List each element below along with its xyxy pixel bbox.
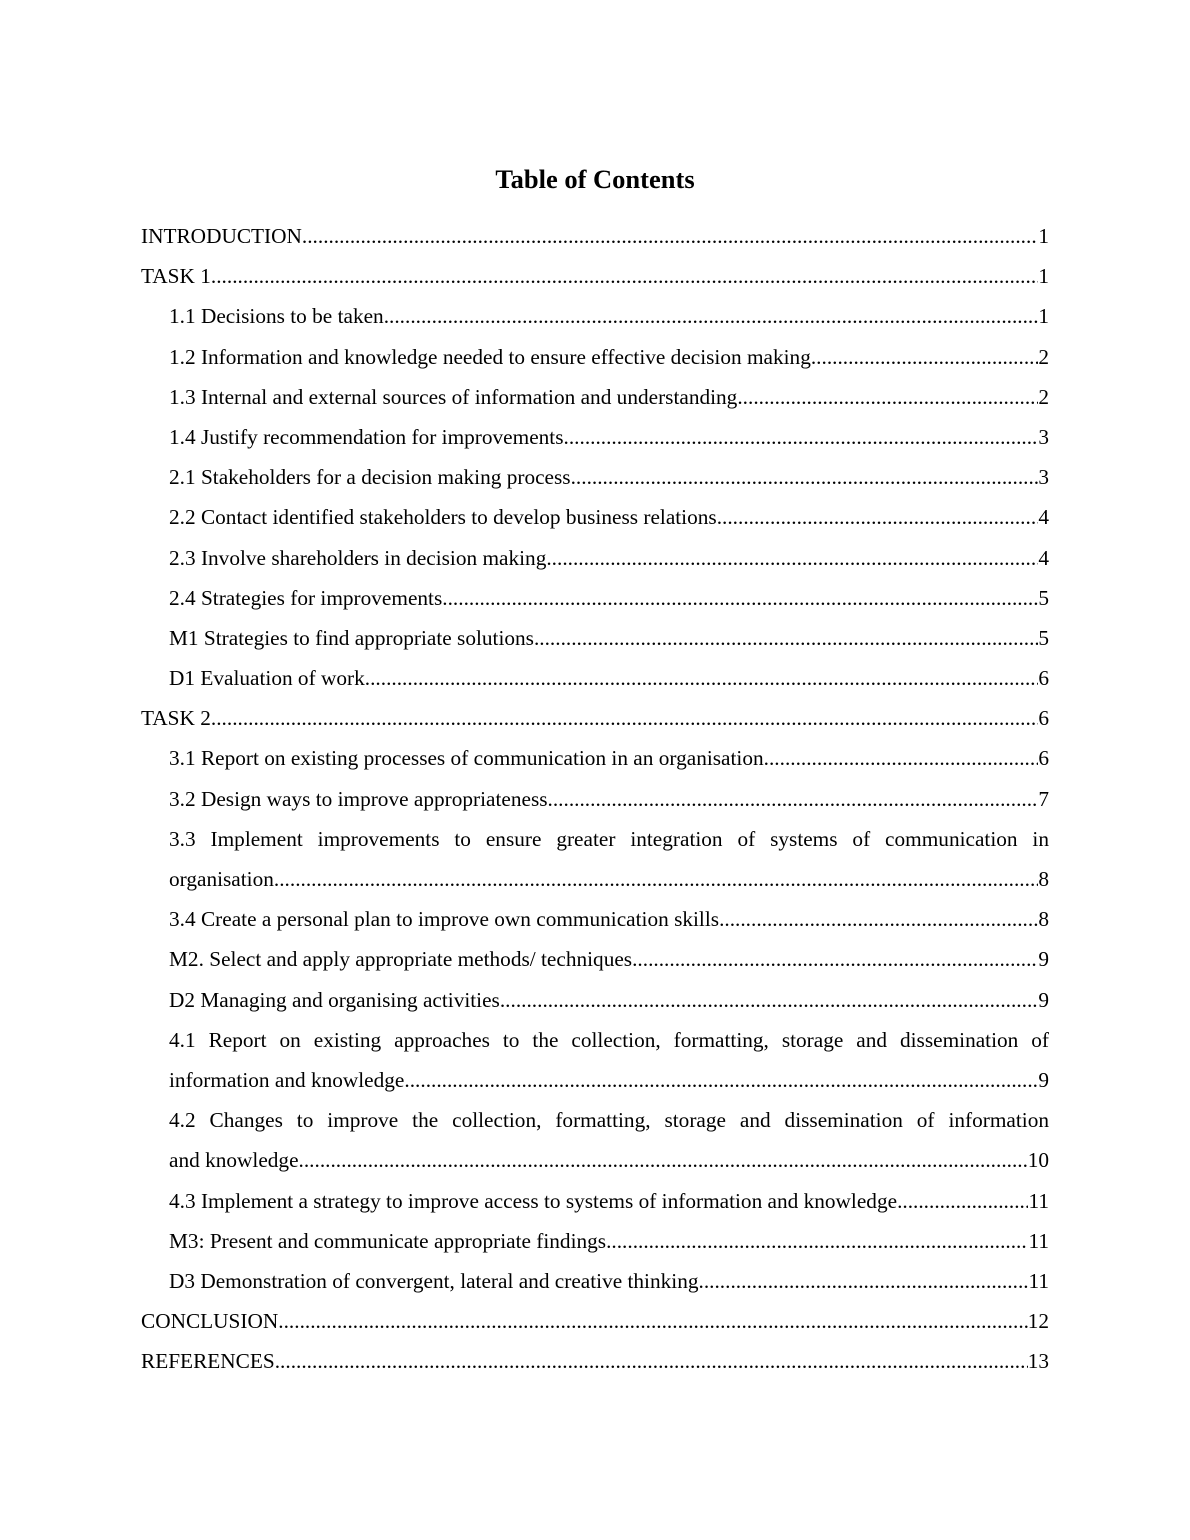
toc-entry-label: 3.2 Design ways to improve appropriateness (169, 786, 548, 811)
leader-dots (274, 859, 1038, 899)
toc-entry-2-2[interactable] (141, 497, 1049, 537)
toc-entry-2-3[interactable] (141, 538, 1049, 578)
toc-entry-label: 1.3 Internal and external sources of information and understanding (169, 384, 738, 409)
toc-entry-conclusion[interactable] (141, 1301, 1049, 1341)
leader-dots (548, 779, 1039, 819)
toc-entry-label: 3.1 Report on existing processes of communication in an organisation (169, 746, 764, 771)
toc-entry-label: TASK 2 (141, 706, 211, 731)
toc-page-number: 2 (1038, 344, 1049, 369)
leader-dots (717, 497, 1039, 537)
toc-page-number: 5 (1038, 625, 1049, 650)
toc-entry-label: and knowledge (169, 1148, 299, 1173)
toc-entry-m1[interactable] (141, 618, 1049, 658)
toc-page-number: 1 (1038, 304, 1049, 329)
leader-dots (302, 216, 1038, 256)
leader-dots (737, 377, 1038, 417)
leader-dots (404, 1060, 1038, 1100)
toc-entry-label: information and knowledge (169, 1067, 405, 1092)
leader-dots (500, 980, 1039, 1020)
toc-entry-line-1 (169, 1020, 1049, 1060)
toc-entry-label: 1.2 Information and knowledge needed to ensure effective decision making (169, 344, 811, 369)
toc-page-number: 9 (1038, 1067, 1049, 1092)
toc-page-number: 1 (1038, 224, 1049, 248)
toc-page-number: 13 (1027, 1349, 1049, 1374)
toc-entry-label: 3.4 Create a personal plan to improve own communication skills (169, 907, 720, 932)
toc-entry-1-2[interactable] (141, 337, 1049, 377)
toc-entry-label: 2.1 Stakeholders for a decision making process (169, 465, 571, 490)
toc-page-number: 11 (1028, 1188, 1049, 1213)
toc-entry-4-3[interactable] (141, 1181, 1049, 1221)
toc-entry-label: 2.2 Contact identified stakeholders to develop business relations (169, 505, 717, 530)
toc-entry-2-1[interactable] (141, 457, 1049, 497)
toc-entry-m2[interactable] (141, 939, 1049, 979)
toc-page-number: 5 (1038, 585, 1049, 610)
toc-page-number: 9 (1038, 947, 1049, 972)
toc-entry-2-4[interactable] (141, 578, 1049, 618)
toc-entry-label: organisation (169, 867, 274, 891)
toc-entry-line-1 (169, 1100, 1049, 1140)
toc-entry-label: 2.3 Involve shareholders in decision making (169, 545, 547, 570)
toc-page-number: 10 (1027, 1148, 1049, 1173)
toc-entry-m3[interactable] (141, 1221, 1049, 1261)
toc-page-number: 6 (1038, 746, 1049, 771)
toc-entry-label: M2. Select and apply appropriate methods/ techniques (169, 947, 633, 972)
toc-entry-task-1[interactable] (141, 256, 1049, 296)
leader-dots (546, 538, 1038, 578)
toc-entry-label: 1.1 Decisions to be taken (169, 304, 384, 329)
leader-dots (278, 1301, 1027, 1341)
toc-entry-line-2 (169, 859, 1049, 899)
toc-entry-label: TASK 1 (141, 264, 211, 289)
toc-entry-label: 2.4 Strategies for improvements (169, 585, 443, 610)
leader-dots (811, 337, 1038, 377)
toc-entry-d2[interactable] (141, 980, 1049, 1020)
toc-entry-task-2[interactable] (141, 698, 1049, 738)
toc-entry-label: CONCLUSION (141, 1309, 279, 1334)
toc-page-number: 8 (1038, 867, 1049, 891)
toc-page-number: 12 (1027, 1309, 1049, 1334)
toc-page-number: 7 (1038, 786, 1049, 811)
leader-dots (442, 578, 1038, 618)
toc-entry-d1[interactable] (141, 658, 1049, 698)
leader-dots (534, 618, 1038, 658)
toc-entry-label: REFERENCES (141, 1349, 275, 1374)
leader-dots (699, 1261, 1029, 1301)
leader-dots (384, 296, 1039, 336)
leader-dots (365, 658, 1039, 698)
toc-title: Table of Contents (495, 164, 695, 194)
toc-entry-1-1[interactable] (141, 296, 1049, 336)
toc-entry-line-2 (169, 1140, 1049, 1180)
toc-entry-3-3[interactable] (141, 819, 1049, 899)
toc-entry-3-1[interactable] (141, 738, 1049, 778)
leader-dots (719, 899, 1038, 939)
leader-dots (564, 417, 1039, 457)
toc-page-number: 9 (1038, 987, 1049, 1012)
toc-entry-label: 3.3 Implement improvements to ensure greater integration of systems of communication in (169, 826, 1049, 851)
toc-entry-1-4[interactable] (141, 417, 1049, 457)
leader-dots (211, 698, 1038, 738)
leader-dots (571, 457, 1039, 497)
leader-dots (632, 939, 1038, 979)
leader-dots (897, 1181, 1028, 1221)
toc-entry-3-2[interactable] (141, 779, 1049, 819)
leader-dots (211, 256, 1038, 296)
toc-entry-label: D3 Demonstration of convergent, lateral and creative thinking (169, 1268, 699, 1293)
toc-entry-label: 4.2 Changes to improve the collection, formatting, storage and dissemination of information (169, 1108, 1049, 1133)
toc-entry-line-1 (169, 819, 1049, 859)
toc-page-number: 4 (1038, 505, 1049, 530)
toc-entry-label: M3: Present and communicate appropriate findings (169, 1228, 607, 1253)
toc-entry-4-1[interactable] (141, 1020, 1049, 1100)
leader-dots (764, 738, 1039, 778)
toc-entry-introduction[interactable] (141, 216, 1049, 256)
leader-dots (275, 1341, 1028, 1381)
toc-entry-label: D1 Evaluation of work (169, 666, 365, 691)
leader-dots (606, 1221, 1028, 1261)
toc-entry-3-4[interactable] (141, 899, 1049, 939)
toc-entry-references[interactable] (141, 1341, 1049, 1381)
toc-entry-label: 1.4 Justify recommendation for improvements (169, 424, 564, 449)
toc-page-number: 2 (1038, 384, 1049, 409)
toc-entry-label: INTRODUCTION (141, 224, 302, 248)
toc-page-number: 8 (1038, 907, 1049, 932)
table-of-contents (141, 216, 1049, 1381)
toc-entry-label: 4.3 Implement a strategy to improve access to systems of information and knowledge (169, 1188, 898, 1213)
toc-page-number: 1 (1038, 264, 1049, 289)
toc-page-number: 6 (1038, 706, 1049, 731)
toc-page-number: 11 (1028, 1228, 1049, 1253)
toc-entry-label: 4.1 Report on existing approaches to the collection, formatting, storage and dissemination of (169, 1027, 1049, 1052)
toc-page-number: 3 (1038, 424, 1049, 449)
toc-entry-d3[interactable] (141, 1261, 1049, 1301)
toc-page-number: 11 (1028, 1268, 1049, 1293)
toc-page-number: 4 (1038, 545, 1049, 570)
toc-entry-1-3[interactable] (141, 377, 1049, 417)
toc-entry-label: D2 Managing and organising activities (169, 987, 500, 1012)
toc-page-number: 3 (1038, 465, 1049, 490)
leader-dots (299, 1140, 1028, 1180)
toc-entry-line-2 (169, 1060, 1049, 1100)
toc-entry-4-2[interactable] (141, 1100, 1049, 1180)
toc-page-number: 6 (1038, 666, 1049, 691)
toc-entry-label: M1 Strategies to find appropriate solutions (169, 625, 534, 650)
